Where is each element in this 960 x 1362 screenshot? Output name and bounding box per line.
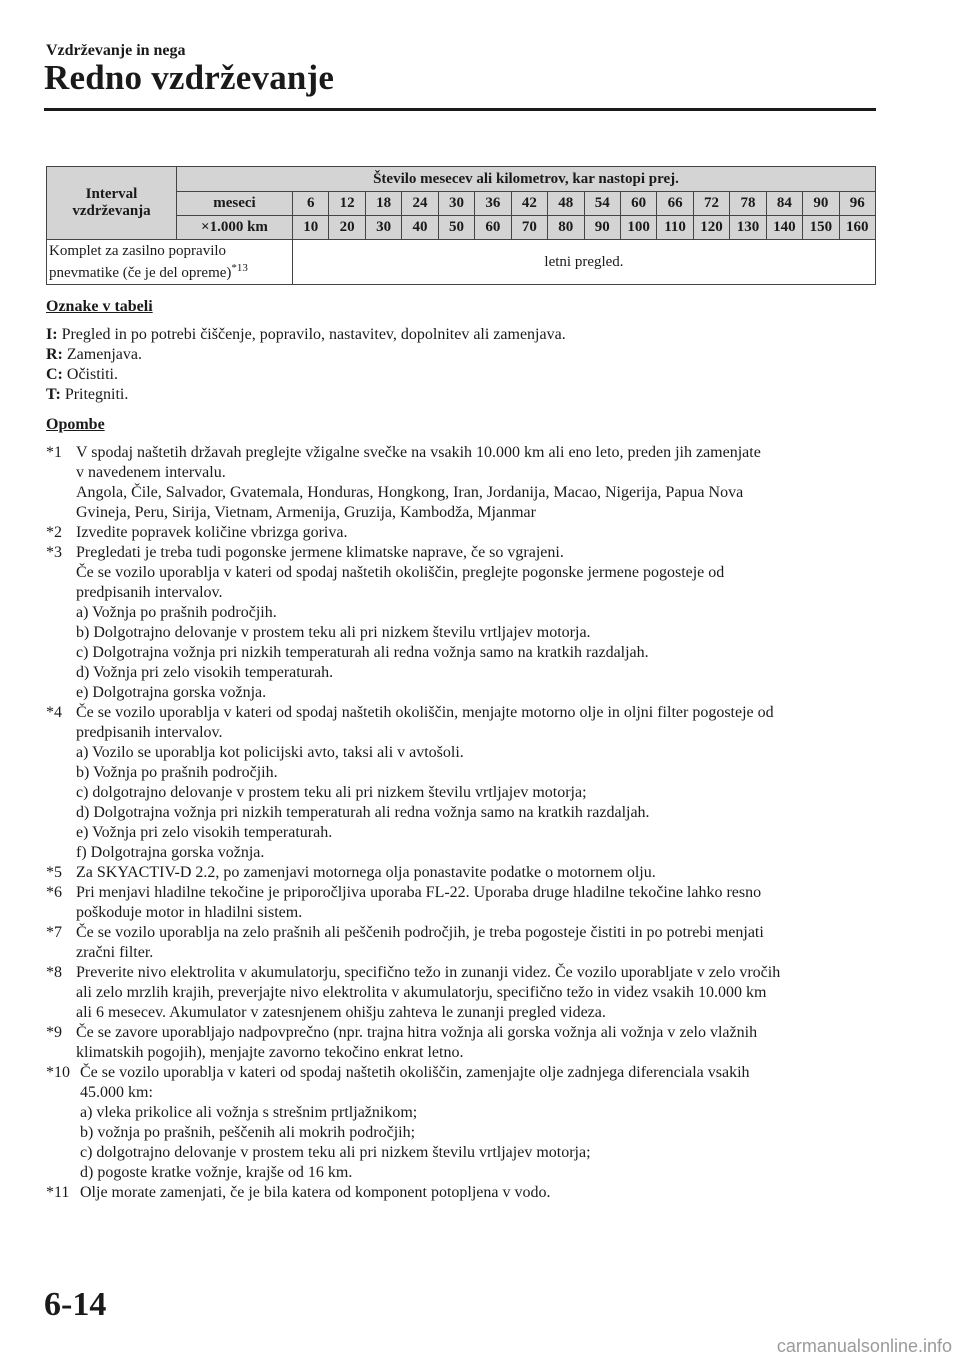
note-line: ali zelo mrzlih krajih, preverjajte nivo elektrolita v akumulatorju, specifično težo in videz vsakih 10.000 km [76,984,767,1001]
note-line: Če se vozilo uporablja v kateri od spodaj naštetih okoliščin, preglejte pogonske jermene pogosteje od [76,564,725,581]
note-line: Če se zavore uporabljajo nadpovprečno (npr. trajna hitra vožnja ali gorska vožnja ali vožnja v zelo vlažnih [76,1024,758,1041]
note-line: zračni filter. [76,944,154,961]
km-cell: 130 [730,216,766,240]
legend-text: Pregled in po potrebi čiščenje, popravilo, nastavitev, dopolnitev ali zamenjava. [61,326,566,343]
note-line: b) Vožnja po prašnih področjih. [76,764,278,781]
legend-key: T: [46,386,61,403]
legend-key: I: [46,326,58,343]
item-name-line-2: pnevmatike (če je del opreme) [49,264,232,281]
km-cell: 160 [839,216,875,240]
note-line: Preverite nivo elektrolita v akumulatorju, specifično težo in zunanji videz. Če vozilo uporabljate v zelo vročih [76,964,781,981]
title-divider [44,108,876,111]
months-cell: 90 [803,192,839,216]
interval-header-cell [47,167,177,240]
km-cell: 100 [620,216,656,240]
note-number: *7 [46,924,62,941]
km-cell: 150 [803,216,839,240]
months-cell: 54 [584,192,620,216]
legend-text: Pritegniti. [64,386,129,403]
note-line: Angola, Čile, Salvador, Gvatemala, Honduras, Hongkong, Iran, Jordanija, Macao, Nigerija, Papua Nova [76,484,744,501]
months-cell: 96 [839,192,875,216]
km-cell: 140 [766,216,802,240]
km-label: ×1.000 km [177,216,293,240]
note-line: Če se vozilo uporablja v kateri od spodaj naštetih okoliščin, zamenjajte olje zadnjega diferenciala vsakih [80,1064,750,1081]
months-cell: 30 [438,192,474,216]
note-number: *5 [46,864,62,881]
note-line: e) Vožnja pri zelo visokih temperaturah. [76,824,333,841]
note-number: *3 [46,544,62,561]
note-item [46,1063,876,1183]
months-cell: 42 [511,192,547,216]
note-line: e) Dolgotrajna gorska vožnja. [76,684,267,701]
note-item [46,523,876,543]
note-line: predpisanih intervalov. [76,724,223,741]
km-cell: 50 [438,216,474,240]
km-cell: 90 [584,216,620,240]
note-line: Če se vozilo uporablja na zelo prašnih ali peščenih področjih, je treba pogosteje čistiti in po potrebi menjati [76,924,764,941]
item-cell-tire-repair-kit [47,240,293,285]
note-item [46,543,876,703]
months-cell: 84 [766,192,802,216]
note-line: klimatskih pogojih), menjajte zavorno tekočino enkrat letno. [76,1044,464,1061]
months-cell: 48 [548,192,584,216]
maintenance-schedule-table [46,166,876,285]
km-cell: 70 [511,216,547,240]
notes-block [46,415,876,1203]
legend-item [46,365,876,385]
note-line: Izvedite popravek količine vbrizga goriva. [76,524,348,541]
note-line: d) pogoste kratke vožnje, krajše od 16 km. [80,1164,353,1181]
interval-label-line-1: Interval [85,186,138,202]
note-number: *10 [46,1064,70,1081]
note-item [46,923,876,963]
months-cell: 18 [365,192,401,216]
note-line: a) vleka prikolice ali vožnja s strešnim prtljažnikom; [80,1104,418,1121]
months-cell: 78 [730,192,766,216]
note-line: b) Dolgotrajno delovanje v prostem teku ali pri nizkem številu vrtljajev motorja. [76,624,591,641]
interval-label-line-2: vzdrževanja [72,203,151,219]
months-cell: 66 [657,192,693,216]
note-line: ali 6 mesecev. Akumulator v zatesnjenem ohišju zahteva le zunanji pregled videza. [76,1004,606,1021]
km-cell: 120 [693,216,729,240]
note-line: a) Vožnja po prašnih področjih. [76,604,277,621]
note-line: Olje morate zamenjati, če je bila katera od komponent potopljena v vodo. [80,1184,551,1201]
note-line: Za SKYACTIV-D 2.2, po zamenjavi motornega olja ponastavite podatke o motornem olju. [76,864,656,881]
months-cell: 60 [620,192,656,216]
months-cell: 24 [402,192,438,216]
legend-item [46,325,876,345]
note-line: a) Vozilo se uporablja kot policijski avto, taksi ali v avtošoli. [76,744,464,761]
note-item [46,443,876,523]
page-title: Redno vzdrževanje [44,58,335,97]
note-line: 45.000 km: [80,1084,153,1101]
note-line: c) dolgotrajno delovanje v prostem teku ali pri nizkem številu vrtljajev motorja; [80,1144,591,1161]
note-number: *2 [46,524,62,541]
note-line: c) dolgotrajno delovanje v prostem teku ali pri nizkem številu vrtljajev motorja; [76,784,587,801]
section-label: Vzdrževanje in nega [46,42,186,59]
note-line: b) vožnja po prašnih, peščenih ali mokrih področjih; [80,1124,416,1141]
months-cell: 6 [293,192,329,216]
months-cell: 12 [329,192,365,216]
months-cell: 72 [693,192,729,216]
note-line: predpisanih intervalov. [76,584,223,601]
legend-text: Zamenjava. [66,346,142,363]
content-area [46,297,876,1203]
note-item [46,963,876,1023]
legend-key: R: [46,346,63,363]
note-number: *6 [46,884,62,901]
interval-span-header: Število mesecev ali kilometrov, kar nastopi prej. [177,167,876,192]
km-cell: 10 [293,216,329,240]
notes-list [46,443,876,1203]
page-number: 6-14 [44,1286,107,1323]
legend-list [46,325,876,405]
km-cell: 110 [657,216,693,240]
item-footnote-ref: *13 [231,261,248,274]
note-line: v navedenem intervalu. [76,464,226,481]
note-number: *11 [46,1184,70,1201]
note-line: d) Dolgotrajna vožnja pri nizkih temperaturah ali redna vožnja samo na kratkih razdaljah. [76,804,650,821]
note-line: f) Dolgotrajna gorska vožnja. [76,844,265,861]
months-cell: 36 [475,192,511,216]
note-item [46,703,876,863]
watermark: carmanualsonline.info [776,1336,952,1356]
note-line: Pregledati je treba tudi pogonske jermene klimatske naprave, če so vgrajeni. [76,544,564,561]
months-label: meseci [177,192,293,216]
km-cell: 30 [365,216,401,240]
note-line: V spodaj naštetih državah preglejte vžigalne svečke na vsakih 10.000 km ali eno leto, preden jih zamenjate [76,444,761,461]
note-number: *9 [46,1024,62,1041]
km-cell: 40 [402,216,438,240]
legend-heading: Oznake v tabeli [46,298,153,315]
note-item [46,863,876,883]
note-number: *8 [46,964,62,981]
note-item [46,883,876,923]
legend-item [46,345,876,365]
note-number: *1 [46,444,62,461]
note-number: *4 [46,704,62,721]
note-item [46,1023,876,1063]
note-line: Pri menjavi hladilne tekočine je priporočljiva uporaba FL-22. Uporaba druge hladilne tekočine lahko resno [76,884,762,901]
note-line: poškoduje motor in hladilni sistem. [76,904,303,921]
legend-text: Očistiti. [66,366,118,383]
note-line: Gvineja, Peru, Sirija, Vietnam, Armenija, Gruzija, Kambodža, Mjanmar [76,504,536,521]
legend-item [46,385,876,405]
legend-key: C: [46,366,63,383]
item-interval-value: letni pregled. [293,240,876,285]
note-line: c) Dolgotrajna vožnja pri nizkih temperaturah ali redna vožnja samo na kratkih razdaljah. [76,644,649,661]
note-item [46,1183,876,1203]
note-line: d) Vožnja pri zelo visokih temperaturah. [76,664,334,681]
notes-heading: Opombe [46,416,105,433]
km-cell: 60 [475,216,511,240]
km-cell: 80 [548,216,584,240]
note-line: Če se vozilo uporablja v kateri od spodaj naštetih okoliščin, menjajte motorno olje in oljni filter pogosteje od [76,704,774,721]
km-cell: 20 [329,216,365,240]
item-name-line-1: Komplet za zasilno popravilo [49,242,227,259]
